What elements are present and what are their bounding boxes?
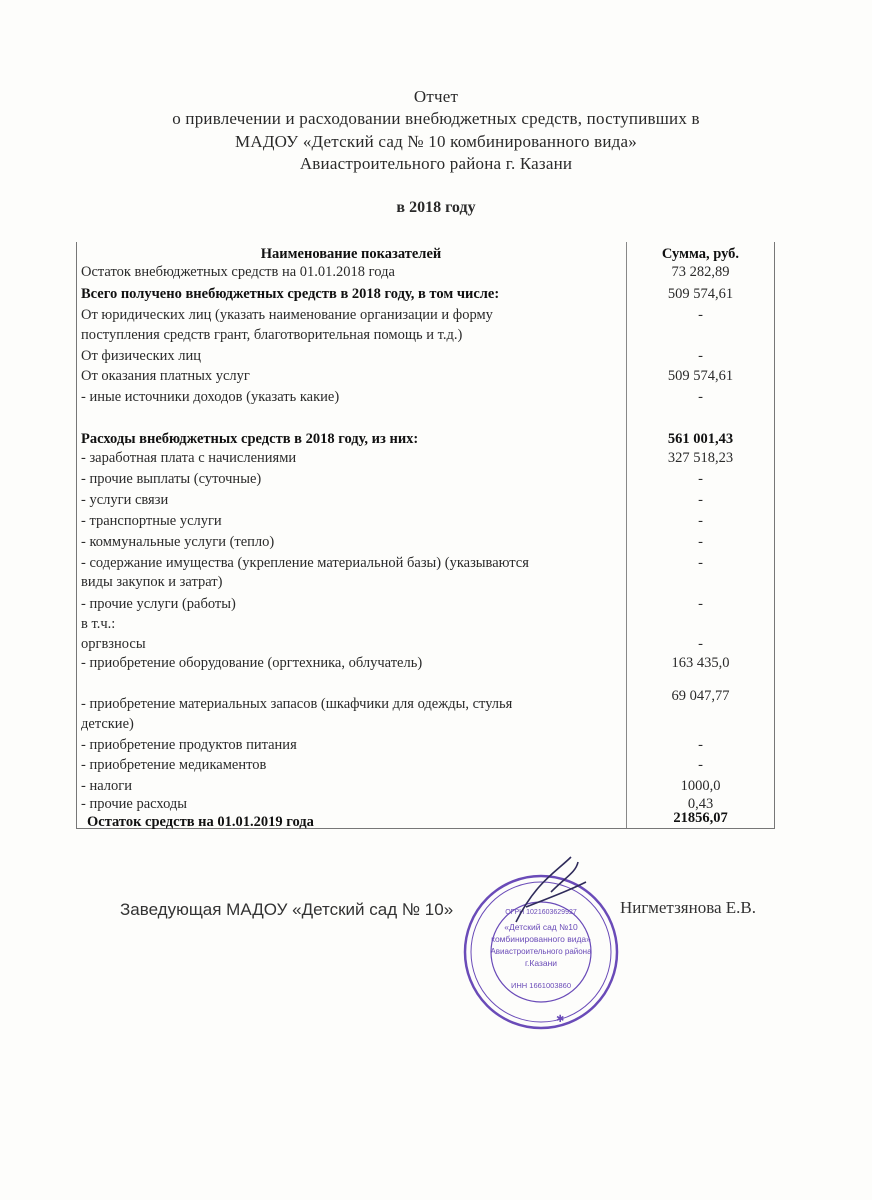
row-name: Расходы внебюджетных средств в 2018 году, из них: bbox=[81, 431, 419, 447]
report-subtitle-2: МАДОУ «Детский сад № 10 комбинированного вида» bbox=[235, 132, 637, 151]
header-name: Наименование показателей bbox=[260, 246, 442, 262]
row-value: 0,43 bbox=[687, 796, 714, 812]
row-value: 21856,07 bbox=[673, 810, 728, 826]
row-value: 73 282,89 bbox=[671, 264, 730, 280]
report-title: Отчет bbox=[413, 87, 459, 106]
row-name: виды закупок и затрат) bbox=[81, 574, 223, 590]
row-value: - bbox=[698, 307, 703, 323]
row-value: - bbox=[698, 636, 703, 652]
row-value: - bbox=[698, 492, 703, 508]
stamp-text-1: «Детский сад №10 bbox=[504, 922, 578, 932]
row-value: - bbox=[698, 737, 703, 753]
row-value: 69 047,77 bbox=[671, 688, 730, 704]
row-name: - налоги bbox=[81, 778, 132, 794]
row-name: в т.ч.: bbox=[81, 616, 116, 632]
row-name: оргвзносы bbox=[81, 636, 146, 652]
row-name: - прочие услуги (работы) bbox=[81, 596, 236, 612]
stamp-ogrn: ОГРН 1021603629927 bbox=[505, 909, 577, 916]
row-name: детские) bbox=[81, 716, 134, 732]
row-name: - прочие расходы bbox=[81, 796, 188, 812]
header-sum: Сумма, руб. bbox=[661, 246, 740, 262]
row-name: - услуги связи bbox=[81, 492, 169, 508]
row-value: 561 001,43 bbox=[667, 431, 734, 447]
row-name: - иные источники доходов (указать какие) bbox=[81, 389, 340, 405]
row-value: 1000,0 bbox=[680, 778, 721, 794]
row-name: - приобретение медикаментов bbox=[81, 757, 267, 773]
row-name: - приобретение материальных запасов (шкафчики для одежды, стулья bbox=[81, 696, 513, 712]
row-name: - приобретение оборудование (оргтехника, облучатель) bbox=[81, 655, 423, 671]
row-name: - заработная плата с начислениями bbox=[81, 450, 297, 466]
row-value: - bbox=[698, 513, 703, 529]
row-name: - прочие выплаты (суточные) bbox=[81, 471, 262, 487]
row-name: - содержание имущества (укрепление материальной базы) (указываются bbox=[81, 555, 529, 571]
row-value: - bbox=[698, 555, 703, 571]
row-name: Всего получено внебюджетных средств в 2018 году, в том числе: bbox=[81, 286, 500, 302]
official-stamp bbox=[456, 852, 626, 1032]
report-table bbox=[76, 242, 775, 829]
row-value: 509 574,61 bbox=[667, 368, 734, 384]
row-name: От физических лиц bbox=[81, 348, 202, 364]
row-value: - bbox=[698, 389, 703, 405]
row-value: - bbox=[698, 348, 703, 364]
stamp-inn: ИНН 1661003860 bbox=[510, 981, 572, 990]
row-name: - транспортные услуги bbox=[81, 513, 222, 529]
row-name: - коммунальные услуги (тепло) bbox=[81, 534, 275, 550]
stamp-text-3: Авиастроительного района bbox=[490, 947, 592, 956]
report-year: в 2018 году bbox=[396, 199, 476, 216]
signature-role: Заведующая МАДОУ «Детский сад № 10» bbox=[120, 900, 454, 919]
report-subtitle-1: о привлечении и расходовании внебюджетных средств, поступивших в bbox=[172, 109, 700, 128]
signature-name: Нигметзянова Е.В. bbox=[620, 898, 757, 917]
row-name: - приобретение продуктов питания bbox=[81, 737, 297, 753]
stamp-text-4: г.Казани bbox=[524, 958, 558, 968]
row-value: - bbox=[698, 534, 703, 550]
row-name: поступления средств грант, благотворительная помощь и т.д.) bbox=[81, 327, 463, 343]
row-value: - bbox=[698, 471, 703, 487]
row-name: Остаток средств на 01.01.2019 года bbox=[87, 814, 314, 830]
row-value: 509 574,61 bbox=[667, 286, 734, 302]
row-name: От оказания платных услуг bbox=[81, 368, 250, 384]
row-value: 163 435,0 bbox=[671, 655, 730, 671]
report-subtitle-3: Авиастроительного района г. Казани bbox=[299, 154, 573, 173]
row-name: Остаток внебюджетных средств на 01.01.2018 года bbox=[81, 264, 395, 280]
stamp-text-2: комбинированного вида» bbox=[491, 934, 591, 944]
row-value: 327 518,23 bbox=[667, 450, 734, 466]
row-value: - bbox=[698, 757, 703, 773]
stamp-star-icon: ✱ bbox=[556, 1014, 565, 1025]
row-name: От юридических лиц (указать наименование организации и форму bbox=[81, 307, 493, 323]
row-value: - bbox=[698, 596, 703, 612]
